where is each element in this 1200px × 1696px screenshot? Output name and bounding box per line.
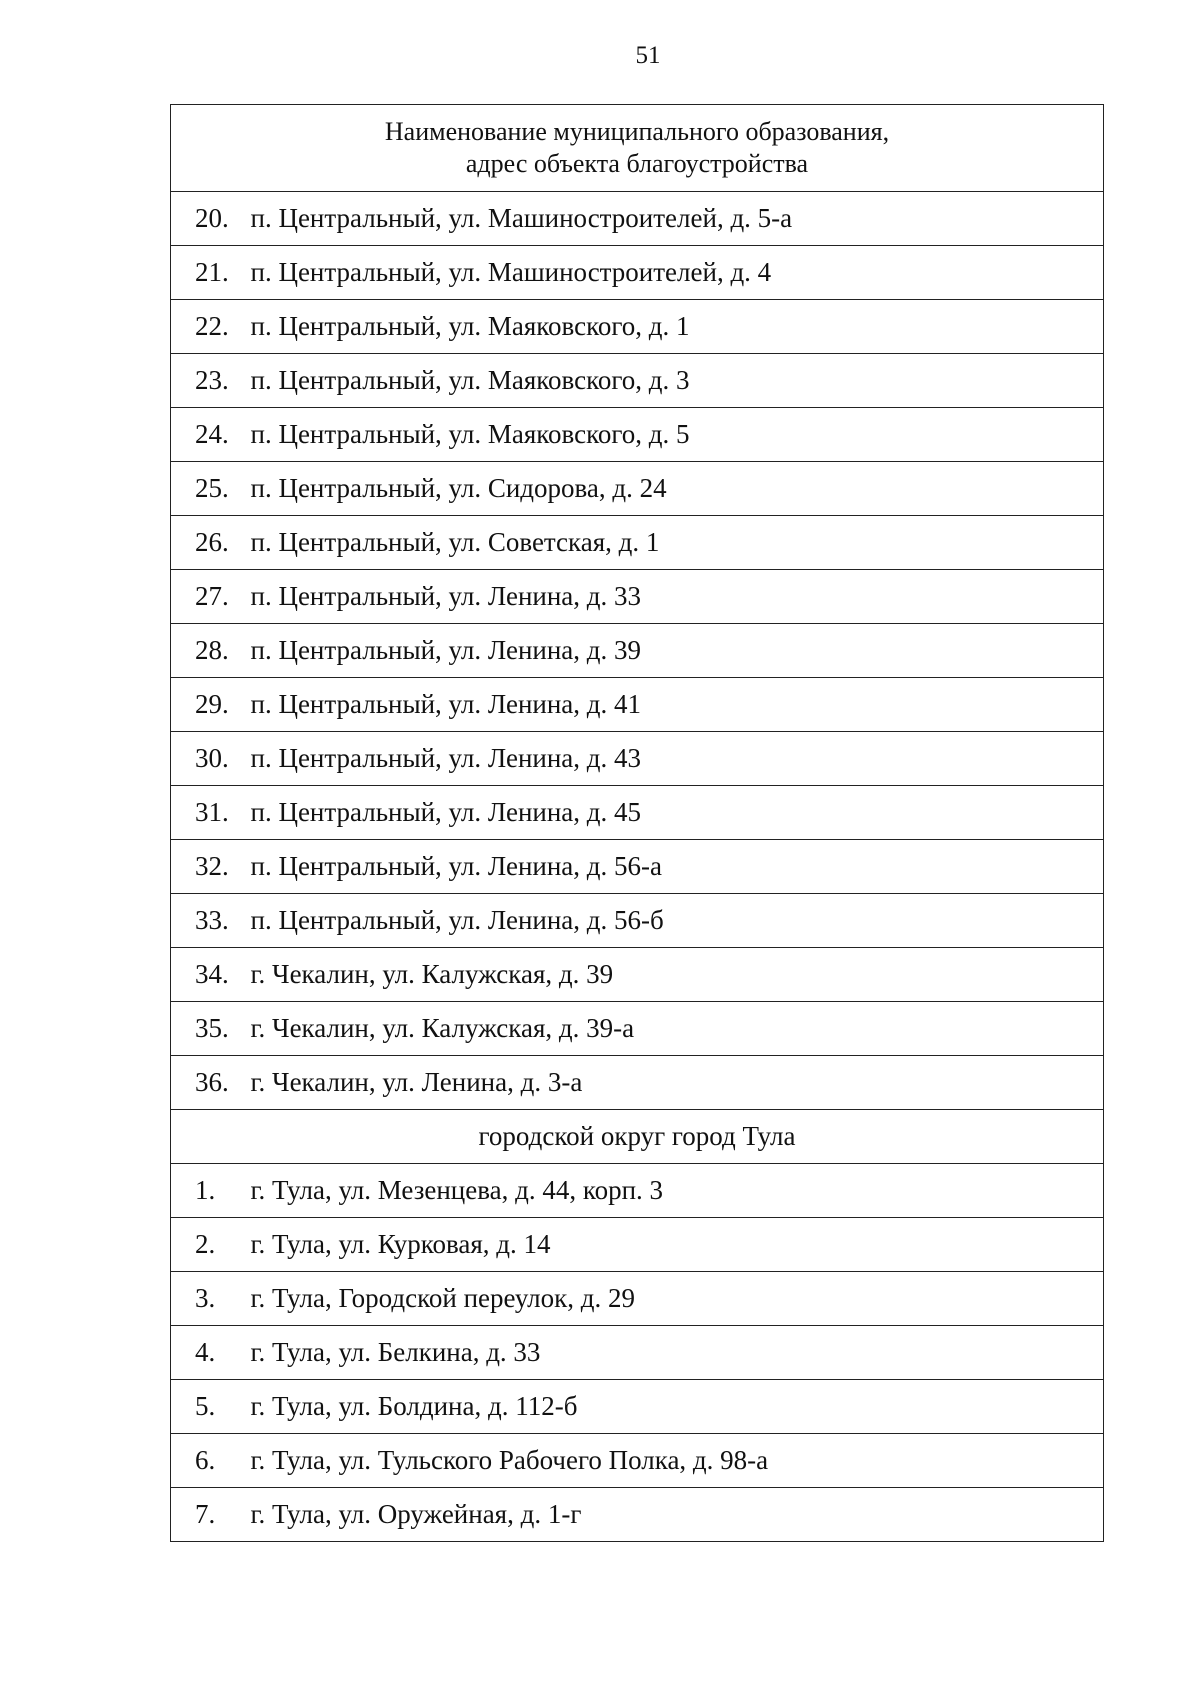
row-number: 7. — [171, 1488, 251, 1542]
row-address: п. Центральный, ул. Маяковского, д. 1 — [251, 300, 1104, 354]
row-number: 4. — [171, 1326, 251, 1380]
table-row — [171, 1272, 1104, 1326]
row-number: 6. — [171, 1434, 251, 1488]
table-row — [171, 1002, 1104, 1056]
row-address: п. Центральный, ул. Ленина, д. 39 — [251, 624, 1104, 678]
table-row — [171, 354, 1104, 408]
table-body — [171, 105, 1104, 1542]
table-row — [171, 300, 1104, 354]
row-address: г. Тула, ул. Белкина, д. 33 — [251, 1326, 1104, 1380]
row-address: г. Тула, ул. Мезенцева, д. 44, корп. 3 — [251, 1164, 1104, 1218]
row-number: 2. — [171, 1218, 251, 1272]
table-row — [171, 516, 1104, 570]
table-row — [171, 408, 1104, 462]
row-number: 24. — [171, 408, 251, 462]
table-row — [171, 894, 1104, 948]
row-number: 21. — [171, 246, 251, 300]
table-header — [171, 105, 1104, 192]
table-row — [171, 948, 1104, 1002]
row-number: 1. — [171, 1164, 251, 1218]
row-address: г. Чекалин, ул. Калужская, д. 39-а — [251, 1002, 1104, 1056]
row-address: п. Центральный, ул. Машиностроителей, д. 5-а — [251, 192, 1104, 246]
row-number: 25. — [171, 462, 251, 516]
row-address: п. Центральный, ул. Маяковского, д. 3 — [251, 354, 1104, 408]
row-address: п. Центральный, ул. Ленина, д. 33 — [251, 570, 1104, 624]
table-row — [171, 624, 1104, 678]
table-row — [171, 678, 1104, 732]
table-row — [171, 246, 1104, 300]
row-number: 32. — [171, 840, 251, 894]
row-address: п. Центральный, ул. Маяковского, д. 5 — [251, 408, 1104, 462]
row-address: г. Тула, ул. Оружейная, д. 1-г — [251, 1488, 1104, 1542]
table-row — [171, 192, 1104, 246]
table-row — [171, 570, 1104, 624]
table-row — [171, 1380, 1104, 1434]
table-row — [171, 1218, 1104, 1272]
row-address: п. Центральный, ул. Ленина, д. 56-б — [251, 894, 1104, 948]
section-row — [171, 1110, 1104, 1164]
address-table — [170, 104, 1104, 1542]
row-address: п. Центральный, ул. Ленина, д. 41 — [251, 678, 1104, 732]
row-address: г. Тула, ул. Болдина, д. 112-б — [251, 1380, 1104, 1434]
table-row — [171, 840, 1104, 894]
row-address: г. Чекалин, ул. Ленина, д. 3-а — [251, 1056, 1104, 1110]
table-row — [171, 786, 1104, 840]
table-row — [171, 1488, 1104, 1542]
row-number: 34. — [171, 948, 251, 1002]
row-number: 23. — [171, 354, 251, 408]
row-number: 30. — [171, 732, 251, 786]
row-address: г. Чекалин, ул. Калужская, д. 39 — [251, 948, 1104, 1002]
row-address: г. Тула, ул. Курковая, д. 14 — [251, 1218, 1104, 1272]
row-number: 29. — [171, 678, 251, 732]
row-number: 28. — [171, 624, 251, 678]
row-address: п. Центральный, ул. Советская, д. 1 — [251, 516, 1104, 570]
row-number: 27. — [171, 570, 251, 624]
row-number: 33. — [171, 894, 251, 948]
row-address: п. Центральный, ул. Машиностроителей, д. 4 — [251, 246, 1104, 300]
row-address: п. Центральный, ул. Ленина, д. 43 — [251, 732, 1104, 786]
table-row — [171, 1326, 1104, 1380]
table-row — [171, 1056, 1104, 1110]
row-address: п. Центральный, ул. Ленина, д. 56-а — [251, 840, 1104, 894]
row-number: 35. — [171, 1002, 251, 1056]
row-number: 26. — [171, 516, 251, 570]
row-number: 31. — [171, 786, 251, 840]
table-row — [171, 1164, 1104, 1218]
table-row — [171, 462, 1104, 516]
table-header-line-1: Наименование муниципального образования, — [384, 117, 890, 147]
table-header-row — [171, 105, 1104, 192]
row-number: 36. — [171, 1056, 251, 1110]
row-address: п. Центральный, ул. Ленина, д. 45 — [251, 786, 1104, 840]
section-title: городской округ город Тула — [171, 1110, 1104, 1164]
row-address: п. Центральный, ул. Сидорова, д. 24 — [251, 462, 1104, 516]
table-header-line-2: адрес объекта благоустройства — [465, 149, 809, 178]
row-number: 5. — [171, 1380, 251, 1434]
row-number: 22. — [171, 300, 251, 354]
row-address: г. Тула, Городской переулок, д. 29 — [251, 1272, 1104, 1326]
row-number: 3. — [171, 1272, 251, 1326]
table-row — [171, 732, 1104, 786]
row-address: г. Тула, ул. Тульского Рабочего Полка, д. 98-а — [251, 1434, 1104, 1488]
table-row — [171, 1434, 1104, 1488]
page-number: 51 — [635, 42, 661, 69]
row-number: 20. — [171, 192, 251, 246]
